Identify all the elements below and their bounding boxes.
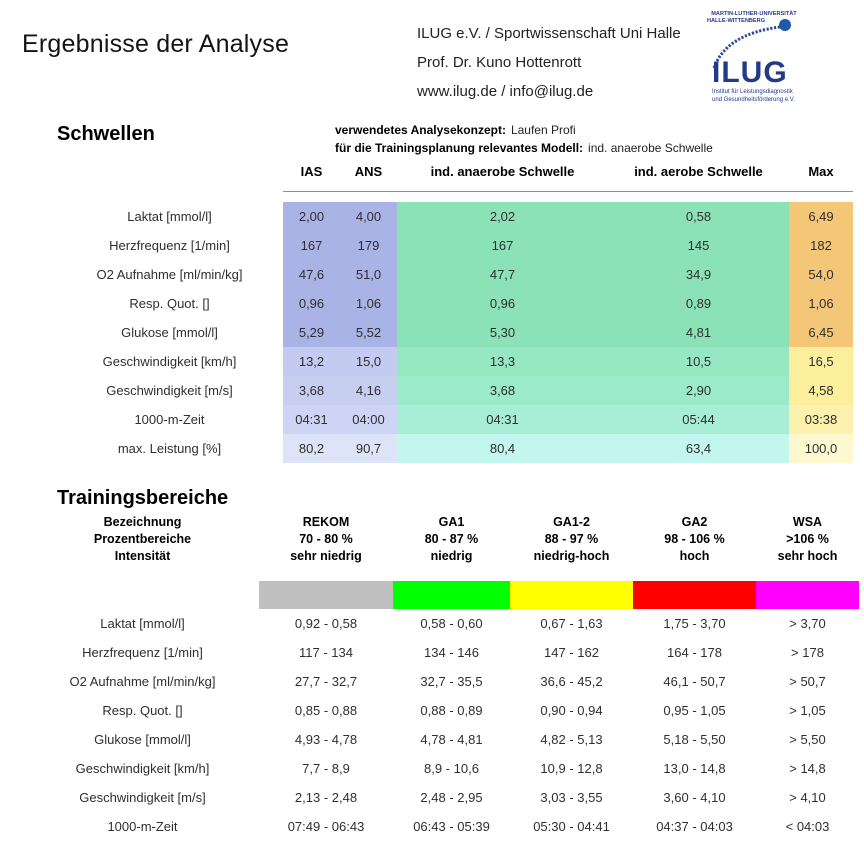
value-cell: 13,3 [397,347,608,376]
value-cell: 3,60 - 4,10 [663,790,726,805]
value-cell: 4,16 [340,376,397,405]
logo-acronym: ILUG [712,56,788,89]
zone-intensity: sehr niedrig [290,549,362,563]
value-cell: 2,90 [608,376,789,405]
value-cell: 0,85 - 0,88 [294,703,358,718]
org-line-person: Prof. Dr. Kuno Hottenrott [417,54,582,71]
value-cell: 80,4 [397,434,608,463]
row-label: Glukose [mmol/l] [121,325,218,340]
value-cell: 15,0 [340,347,397,376]
value-cell: 27,7 - 32,7 [294,674,358,689]
value-cell: > 1,05 [789,703,826,718]
zone-name: GA1 [438,515,465,529]
value-cell: 51,0 [340,260,397,289]
value-cell: 13,2 [283,347,340,376]
value-cell: 0,92 - 0,58 [294,616,358,631]
column-header-ias: IAS [300,164,323,179]
logo-university-line1: MARTIN-LUTHER-UNIVERSITÄT [711,11,797,17]
row-header-line: Intensität [114,549,171,563]
ilug-logo-graphic [698,6,810,108]
value-cell: 4,00 [340,202,397,231]
value-cell: 0,67 - 1,63 [540,616,603,631]
logo-institute-line1: Institut für Leistungsdiagnostik [712,89,793,95]
row-label: Resp. Quot. [] [129,296,210,311]
zone-intensity: hoch [679,549,710,563]
value-cell: 167 [397,231,608,260]
row-header-line: Bezeichnung [103,515,182,529]
logo-dot-icon [779,19,791,31]
row-label: O2 Aufnahme [ml/min/kg] [96,267,243,282]
value-cell: 134 - 146 [424,645,479,660]
concept-line [335,121,713,139]
row-label: 1000-m-Zeit [107,819,178,834]
value-cell: 2,13 - 2,48 [294,790,358,805]
value-cell: 6,49 [789,202,853,231]
value-cell: 07:49 - 06:43 [287,819,365,834]
value-cell: 7,7 - 8,9 [302,761,350,776]
zone-intensity: niedrig [430,549,473,563]
value-cell: 3,03 - 3,55 [540,790,603,805]
model-line [335,139,713,157]
value-cell: 36,6 - 45,2 [540,674,603,689]
value-cell: 0,95 - 1,05 [663,703,726,718]
concept-value: Laufen Profi [510,123,576,137]
value-cell: 4,82 - 5,13 [540,732,603,747]
value-cell: 04:31 [283,405,340,434]
column-header-ind-anaerobe-schwelle: ind. anaerobe Schwelle [430,164,575,179]
model-label: für die Trainingsplanung relevantes Modell: [335,141,584,155]
value-cell: > 4,10 [789,790,826,805]
zone-name: REKOM [302,515,350,529]
value-cell: 6,45 [789,318,853,347]
row-label: Laktat [mmol/l] [127,209,212,224]
org-info-block [417,19,681,106]
concept-label: verwendetes Analysekonzept: [335,123,506,137]
row-label: Herzfrequenz [1/min] [82,645,203,660]
value-cell: 03:38 [789,405,853,434]
value-cell: 0,96 [397,289,608,318]
value-cell: > 178 [791,645,824,660]
row-label: Resp. Quot. [] [102,703,183,718]
value-cell: 80,2 [283,434,340,463]
schwellen-table-top-rule [283,191,853,192]
zone-range: >106 % [786,532,829,546]
value-cell: 0,88 - 0,89 [420,703,483,718]
value-cell: 0,90 - 0,94 [540,703,603,718]
value-cell: 4,78 - 4,81 [420,732,483,747]
value-cell: 5,29 [283,318,340,347]
row-header-line: Prozentbereiche [93,532,192,546]
value-cell: > 14,8 [789,761,826,776]
value-cell: 04:31 [397,405,608,434]
org-line-contact: www.ilug.de / info@ilug.de [417,83,594,100]
value-cell: 04:37 - 04:03 [656,819,733,834]
zone-range: 98 - 106 % [664,532,725,546]
value-cell: 0,58 [608,202,789,231]
value-cell: 90,7 [340,434,397,463]
column-header-ind-aerobe-schwelle: ind. aerobe Schwelle [634,164,763,179]
row-label: Herzfrequenz [1/min] [109,238,230,253]
value-cell: 63,4 [608,434,789,463]
logo-university-line2: HALLE-WITTENBERG [706,18,766,24]
value-cell: 164 - 178 [667,645,722,660]
value-cell: 47,6 [283,260,340,289]
zone-name: GA2 [681,515,708,529]
value-cell: 2,02 [397,202,608,231]
zone-range: 70 - 80 % [299,532,353,546]
value-cell: > 3,70 [789,616,826,631]
zone-color-swatch-rekom [259,581,393,609]
value-cell: 5,30 [397,318,608,347]
row-label: Glukose [mmol/l] [94,732,191,747]
value-cell: > 50,7 [789,674,826,689]
org-line-institution: ILUG e.V. / Sportwissenschaft Uni Halle [417,25,681,42]
zone-header-ga1-2 [510,514,633,565]
zone-intensity: niedrig-hoch [533,549,610,563]
value-cell: 4,81 [608,318,789,347]
value-cell: 47,7 [397,260,608,289]
value-cell: 10,5 [608,347,789,376]
zone-header-rekom [259,514,393,565]
zone-header-ga2 [633,514,756,565]
zone-header-ga1 [393,514,510,565]
column-header-ans: ANS [354,164,383,179]
value-cell: 34,9 [608,260,789,289]
value-cell: 117 - 134 [299,645,353,660]
value-cell: 4,58 [789,376,853,405]
value-cell: 179 [340,231,397,260]
value-cell: 2,48 - 2,95 [420,790,483,805]
row-label: max. Leistung [%] [117,441,222,456]
zone-color-swatch-ga2 [633,581,756,609]
row-label: Geschwindigkeit [m/s] [79,790,206,805]
zone-range: 88 - 97 % [544,532,599,546]
value-cell: 2,00 [283,202,340,231]
zone-intensity: sehr hoch [777,549,838,563]
value-cell: 8,9 - 10,6 [424,761,479,776]
ilug-logo [698,6,810,108]
value-cell: > 5,50 [789,732,826,747]
zone-color-swatch-ga1-2 [510,581,633,609]
value-cell: 32,7 - 35,5 [420,674,483,689]
section-heading-trainingsbereiche: Trainingsbereiche [57,487,229,509]
zone-header-wsa [756,514,859,565]
value-cell: 0,89 [608,289,789,318]
value-cell: 1,06 [789,289,853,318]
value-cell: < 04:03 [785,819,830,834]
value-cell: 54,0 [789,260,853,289]
row-label: Geschwindigkeit [km/h] [102,354,237,369]
column-header-max: Max [808,164,834,179]
value-cell: 05:30 - 04:41 [533,819,610,834]
row-header-block [0,514,259,565]
zone-name: WSA [792,515,823,529]
value-cell: 0,96 [283,289,340,318]
logo-institute-line2: und Gesundheitsförderung e.V. [712,97,795,103]
value-cell: 4,93 - 4,78 [294,732,358,747]
value-cell: 5,18 - 5,50 [663,732,726,747]
value-cell: 182 [789,231,853,260]
zone-range: 80 - 87 % [424,532,479,546]
value-cell: 3,68 [283,376,340,405]
value-cell: 3,68 [397,376,608,405]
value-cell: 06:43 - 05:39 [413,819,490,834]
value-cell: 167 [283,231,340,260]
page-title: Ergebnisse der Analyse [22,30,290,58]
value-cell: 145 [608,231,789,260]
analysis-concept-block [335,121,713,157]
zone-name: GA1-2 [553,515,590,529]
zone-color-swatch-ga1 [393,581,510,609]
value-cell: 5,52 [340,318,397,347]
value-cell: 147 - 162 [544,645,599,660]
value-cell: 0,58 - 0,60 [420,616,483,631]
section-heading-schwellen: Schwellen [57,123,155,145]
value-cell: 46,1 - 50,7 [663,674,726,689]
zone-color-swatch-wsa [756,581,859,609]
value-cell: 13,0 - 14,8 [663,761,726,776]
value-cell: 100,0 [789,434,853,463]
value-cell: 16,5 [789,347,853,376]
value-cell: 1,75 - 3,70 [663,616,726,631]
row-label: Laktat [mmol/l] [100,616,185,631]
value-cell: 10,9 - 12,8 [540,761,603,776]
value-cell: 04:00 [340,405,397,434]
row-label: Geschwindigkeit [km/h] [75,761,210,776]
model-value: ind. anaerobe Schwelle [588,141,713,155]
value-cell: 1,06 [340,289,397,318]
row-label: 1000-m-Zeit [134,412,205,427]
value-cell: 05:44 [608,405,789,434]
row-label: O2 Aufnahme [ml/min/kg] [69,674,216,689]
row-label: Geschwindigkeit [m/s] [106,383,233,398]
